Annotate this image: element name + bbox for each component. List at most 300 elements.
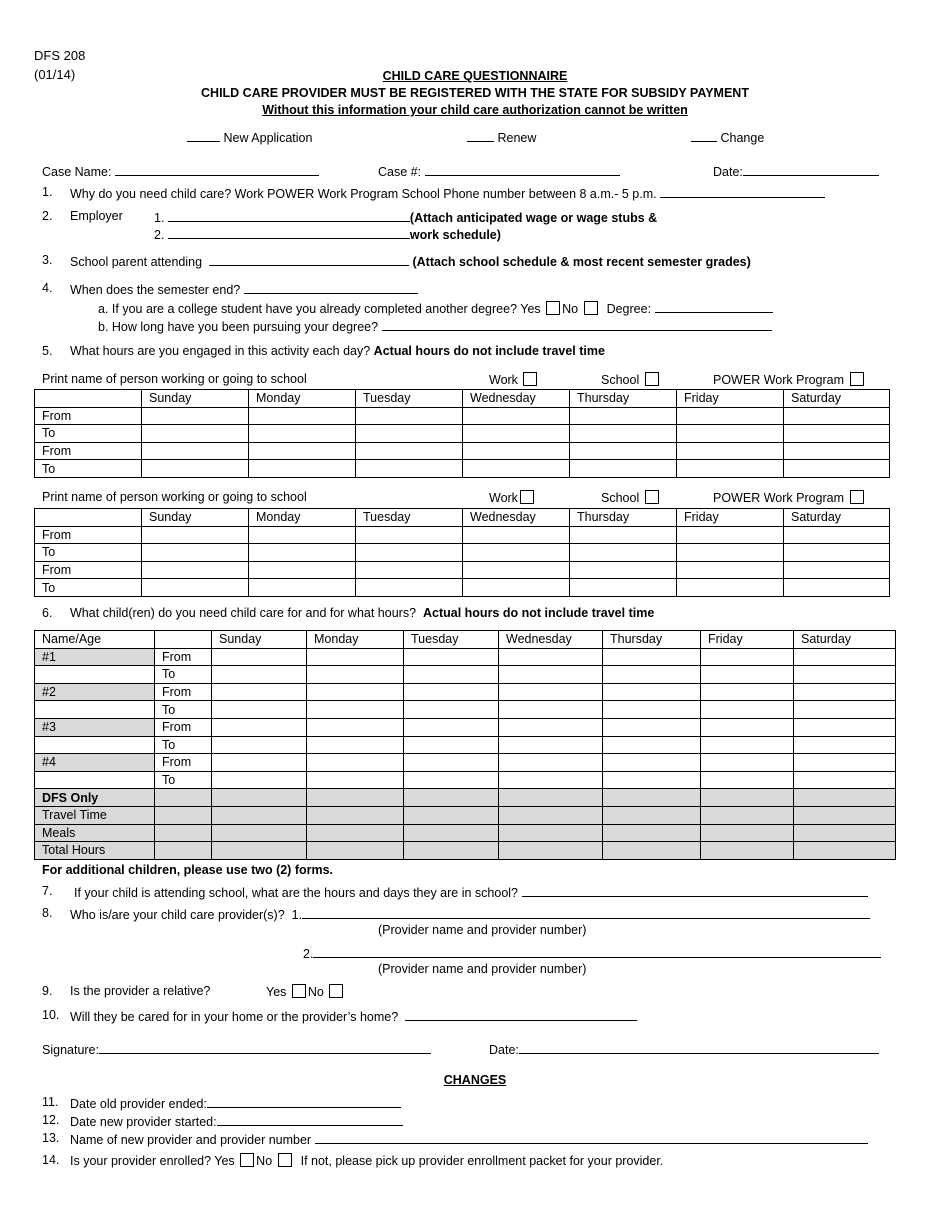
- dfs-cell: [499, 806, 603, 824]
- blank-header: [155, 631, 212, 649]
- name-age-header: Name/Age: [35, 631, 155, 649]
- enrolled-no-checkbox[interactable]: [278, 1153, 292, 1167]
- time-cell[interactable]: [499, 718, 603, 736]
- time-cell[interactable]: [794, 736, 896, 754]
- school-label-2: School: [601, 491, 640, 505]
- q4a-text: a. If you are a college student have you already completed another degree? Yes: [98, 302, 541, 316]
- relative-yes-label: Yes: [266, 985, 287, 999]
- time-cell[interactable]: [142, 442, 249, 460]
- time-cell[interactable]: [701, 771, 794, 789]
- q5-text: What hours are you engaged in this activity each day?: [70, 344, 371, 358]
- q3-label: School parent attending: [70, 255, 203, 269]
- time-cell[interactable]: [212, 648, 307, 666]
- dfs-cell: [603, 806, 701, 824]
- time-cell[interactable]: [784, 442, 890, 460]
- time-cell[interactable]: [307, 754, 404, 772]
- dfs-cell: [603, 789, 701, 807]
- time-cell[interactable]: [356, 526, 463, 544]
- dfs-cell: [701, 842, 794, 860]
- time-cell[interactable]: [356, 407, 463, 425]
- time-cell[interactable]: [701, 718, 794, 736]
- degree-no-label: No: [562, 302, 579, 316]
- semester-end-field[interactable]: [70, 281, 418, 297]
- time-cell[interactable]: [701, 701, 794, 719]
- child-id-cell[interactable]: #2: [35, 683, 155, 701]
- dfs-cell: [701, 824, 794, 842]
- day-header: Sunday: [142, 390, 249, 408]
- from-label: From: [155, 648, 212, 666]
- time-cell[interactable]: [142, 561, 249, 579]
- q11-text: Date old provider ended:: [70, 1097, 207, 1111]
- power-option-2[interactable]: [713, 490, 866, 505]
- work-label-2: Work: [489, 491, 518, 505]
- to-label: To: [155, 701, 212, 719]
- time-cell[interactable]: [499, 648, 603, 666]
- signature-date-field[interactable]: [489, 1041, 879, 1057]
- time-cell[interactable]: [603, 701, 701, 719]
- dfs-cell: [307, 824, 404, 842]
- time-cell[interactable]: [356, 425, 463, 443]
- time-cell[interactable]: [249, 579, 356, 597]
- time-cell[interactable]: [784, 526, 890, 544]
- employer-note-1: (Attach anticipated wage or wage stubs &: [409, 211, 658, 225]
- time-cell[interactable]: [499, 701, 603, 719]
- child-blank-cell[interactable]: [35, 701, 155, 719]
- school-checkbox-2[interactable]: [645, 490, 659, 504]
- time-cell[interactable]: [463, 425, 570, 443]
- child-from-row: [35, 648, 896, 666]
- time-cell[interactable]: [499, 771, 603, 789]
- time-cell[interactable]: [463, 442, 570, 460]
- time-cell[interactable]: [603, 771, 701, 789]
- time-cell[interactable]: [212, 701, 307, 719]
- school-hours-field[interactable]: [74, 884, 868, 900]
- row-label: To: [35, 579, 142, 597]
- time-cell[interactable]: [142, 425, 249, 443]
- time-cell[interactable]: [463, 544, 570, 562]
- meals-row: [35, 824, 896, 842]
- new-provider-name-field[interactable]: [70, 1131, 868, 1147]
- time-cell[interactable]: [794, 648, 896, 666]
- time-cell[interactable]: [603, 754, 701, 772]
- q4b-text: b. How long have you been pursuing your degree?: [98, 320, 379, 334]
- schedule-row: [35, 460, 890, 478]
- dfs-cell: [794, 842, 896, 860]
- time-cell[interactable]: [307, 666, 404, 684]
- child-to-row: [35, 701, 896, 719]
- time-cell[interactable]: [463, 526, 570, 544]
- dfs-cell: [155, 806, 212, 824]
- dfs-cell: [307, 806, 404, 824]
- child-blank-cell[interactable]: [35, 771, 155, 789]
- signature-field[interactable]: [42, 1041, 431, 1057]
- school-option-1[interactable]: [601, 372, 661, 387]
- time-cell[interactable]: [463, 561, 570, 579]
- child-id-cell[interactable]: #3: [35, 718, 155, 736]
- dfs-cell: [155, 842, 212, 860]
- time-cell[interactable]: [307, 736, 404, 754]
- day-header: Friday: [701, 631, 794, 649]
- child-from-row: [35, 683, 896, 701]
- time-cell[interactable]: [784, 544, 890, 562]
- time-cell[interactable]: [356, 561, 463, 579]
- relative-yes-checkbox[interactable]: [292, 984, 306, 998]
- case-name-field[interactable]: [42, 163, 319, 179]
- travel-time-row: [35, 806, 896, 824]
- time-cell[interactable]: [404, 666, 499, 684]
- time-cell[interactable]: [142, 407, 249, 425]
- total-hours-row: [35, 842, 896, 860]
- time-cell[interactable]: [212, 718, 307, 736]
- q13-text: Name of new provider and provider number: [70, 1133, 312, 1147]
- dfs-cell: [701, 806, 794, 824]
- power-checkbox-1[interactable]: [850, 372, 864, 386]
- time-cell[interactable]: [212, 771, 307, 789]
- time-cell[interactable]: [603, 718, 701, 736]
- from-label: From: [155, 754, 212, 772]
- time-cell[interactable]: [404, 701, 499, 719]
- time-cell[interactable]: [249, 561, 356, 579]
- time-cell[interactable]: [677, 544, 784, 562]
- employer-1-number: 1.: [154, 211, 165, 225]
- q10-text: Will they be cared for in your home or the provider’s home?: [70, 1010, 399, 1024]
- corner-cell: [35, 509, 142, 527]
- employer-2-field[interactable]: [154, 226, 501, 242]
- power-label-1: POWER Work Program: [713, 373, 845, 387]
- time-cell[interactable]: [463, 460, 570, 478]
- from-label: From: [155, 683, 212, 701]
- school-option-2[interactable]: [601, 490, 661, 505]
- degree-duration-field[interactable]: [98, 318, 772, 334]
- time-cell[interactable]: [794, 683, 896, 701]
- enrolled-yes-checkbox[interactable]: [240, 1153, 254, 1167]
- care-location-field[interactable]: [70, 1008, 637, 1024]
- time-cell[interactable]: [570, 561, 677, 579]
- schedule-header-row: [35, 390, 890, 408]
- time-cell[interactable]: [499, 736, 603, 754]
- employer-1-field[interactable]: [154, 209, 657, 225]
- q14-tail: If not, please pick up provider enrollment packet for your provider.: [300, 1154, 664, 1168]
- new-application-option[interactable]: [187, 129, 312, 145]
- q13-number: 13.: [42, 1131, 60, 1145]
- time-cell[interactable]: [794, 718, 896, 736]
- time-cell[interactable]: [570, 544, 677, 562]
- q14-text: Is your provider enrolled? Yes: [70, 1154, 235, 1168]
- time-cell[interactable]: [784, 460, 890, 478]
- row-label: To: [35, 544, 142, 562]
- old-provider-ended-field[interactable]: [70, 1095, 401, 1111]
- time-cell[interactable]: [249, 544, 356, 562]
- time-cell[interactable]: [784, 425, 890, 443]
- time-cell[interactable]: [603, 736, 701, 754]
- provider-2-field[interactable]: [303, 945, 881, 961]
- date-field[interactable]: [713, 163, 879, 179]
- time-cell[interactable]: [142, 579, 249, 597]
- q8-number: 8.: [42, 906, 53, 920]
- dfs-cell: [794, 789, 896, 807]
- day-header: Monday: [249, 509, 356, 527]
- time-cell[interactable]: [677, 425, 784, 443]
- dfs-cell: [701, 789, 794, 807]
- power-option-1[interactable]: [713, 372, 866, 387]
- q1-text: Why do you need child care? Work POWER Work Program School Phone number between 8 a.m.- 5 p.m.: [70, 187, 657, 201]
- time-cell[interactable]: [142, 526, 249, 544]
- dfs-cell: [307, 789, 404, 807]
- time-cell[interactable]: [463, 579, 570, 597]
- time-cell[interactable]: [212, 683, 307, 701]
- time-cell[interactable]: [677, 442, 784, 460]
- time-cell[interactable]: [701, 736, 794, 754]
- new-provider-started-field[interactable]: [70, 1113, 403, 1129]
- time-cell[interactable]: [784, 561, 890, 579]
- dfs-cell: [155, 824, 212, 842]
- time-cell[interactable]: [307, 648, 404, 666]
- q14-number: 14.: [42, 1153, 60, 1167]
- child-to-row: [35, 736, 896, 754]
- child-blank-cell[interactable]: [35, 666, 155, 684]
- day-header: Monday: [307, 631, 404, 649]
- time-cell[interactable]: [570, 407, 677, 425]
- dfs-cell: [212, 824, 307, 842]
- work-label-1: Work: [489, 373, 518, 387]
- power-checkbox-2[interactable]: [850, 490, 864, 504]
- work-option-1[interactable]: [489, 372, 539, 387]
- form-revision-date: (01/14): [34, 67, 76, 82]
- relative-no-checkbox[interactable]: [329, 984, 343, 998]
- time-cell[interactable]: [570, 460, 677, 478]
- dfs-cell: [404, 824, 499, 842]
- time-cell[interactable]: [249, 425, 356, 443]
- case-number-field[interactable]: [378, 163, 620, 179]
- school-label-1: School: [601, 373, 640, 387]
- q3-number: 3.: [42, 253, 53, 267]
- to-label: To: [155, 666, 212, 684]
- person-name-label-1: Print name of person working or going to school: [42, 372, 307, 386]
- q7-number: 7.: [42, 884, 53, 898]
- child-from-row: [35, 718, 896, 736]
- time-cell[interactable]: [677, 460, 784, 478]
- child-id-cell[interactable]: #1: [35, 648, 155, 666]
- time-cell[interactable]: [404, 736, 499, 754]
- time-cell[interactable]: [570, 579, 677, 597]
- dfs-only-label: DFS Only: [35, 789, 155, 807]
- time-cell[interactable]: [603, 683, 701, 701]
- time-cell[interactable]: [570, 425, 677, 443]
- time-cell[interactable]: [142, 544, 249, 562]
- dfs-cell: [603, 824, 701, 842]
- schedule-row: [35, 425, 890, 443]
- q4-label: When does the semester end?: [70, 283, 241, 297]
- schedule-row: [35, 561, 890, 579]
- signature-date-label: Date:: [489, 1043, 519, 1057]
- time-cell[interactable]: [249, 526, 356, 544]
- relative-options: [266, 984, 345, 999]
- time-cell[interactable]: [499, 754, 603, 772]
- person-name-label-2: Print name of person working or going to school: [42, 490, 307, 504]
- time-cell[interactable]: [463, 407, 570, 425]
- case-name-label: Case Name:: [42, 165, 112, 179]
- time-cell[interactable]: [677, 407, 784, 425]
- time-cell[interactable]: [677, 561, 784, 579]
- dfs-cell: [212, 789, 307, 807]
- school-checkbox-1[interactable]: [645, 372, 659, 386]
- dfs-cell: [212, 806, 307, 824]
- time-cell[interactable]: [784, 407, 890, 425]
- time-cell[interactable]: [499, 666, 603, 684]
- schedule-row: [35, 579, 890, 597]
- degree-label: Degree:: [606, 302, 652, 316]
- time-cell[interactable]: [307, 683, 404, 701]
- time-cell[interactable]: [249, 460, 356, 478]
- school-attending-field[interactable]: [70, 253, 751, 269]
- time-cell[interactable]: [404, 648, 499, 666]
- dfs-only-row: [35, 789, 896, 807]
- time-cell[interactable]: [794, 771, 896, 789]
- dfs-cell: [794, 824, 896, 842]
- provider-caption-2: (Provider name and provider number): [378, 962, 587, 976]
- change-option[interactable]: [691, 129, 764, 145]
- renew-option[interactable]: [467, 129, 536, 145]
- day-header: Wednesday: [463, 390, 570, 408]
- time-cell[interactable]: [356, 579, 463, 597]
- time-cell[interactable]: [307, 771, 404, 789]
- day-header: Sunday: [212, 631, 307, 649]
- time-cell[interactable]: [356, 544, 463, 562]
- time-cell[interactable]: [570, 442, 677, 460]
- total-hours-label: Total Hours: [35, 842, 155, 860]
- renew-label: Renew: [497, 131, 537, 145]
- schedule-table-1: [34, 389, 890, 478]
- day-header: Sunday: [142, 509, 249, 527]
- dfs-cell: [155, 789, 212, 807]
- child-care-table: [34, 630, 896, 860]
- time-cell[interactable]: [794, 666, 896, 684]
- to-label: To: [155, 771, 212, 789]
- time-cell[interactable]: [404, 771, 499, 789]
- child-id-cell[interactable]: #4: [35, 754, 155, 772]
- row-label: From: [35, 407, 142, 425]
- day-header: Saturday: [784, 390, 890, 408]
- time-cell[interactable]: [701, 666, 794, 684]
- day-header: Friday: [677, 390, 784, 408]
- q5-note: Actual hours do not include travel time: [373, 344, 605, 358]
- q6-number: 6.: [42, 606, 53, 620]
- schedule-row: [35, 526, 890, 544]
- schedule-header-row: [35, 509, 890, 527]
- time-cell[interactable]: [307, 701, 404, 719]
- time-cell[interactable]: [404, 754, 499, 772]
- time-cell[interactable]: [212, 666, 307, 684]
- row-label: From: [35, 561, 142, 579]
- work-option-2[interactable]: [489, 490, 536, 505]
- time-cell[interactable]: [603, 648, 701, 666]
- dfs-cell: [794, 806, 896, 824]
- q12-text: Date new provider started:: [70, 1115, 217, 1129]
- changes-heading: CHANGES: [443, 1073, 507, 1087]
- time-cell[interactable]: [356, 442, 463, 460]
- child-blank-cell[interactable]: [35, 736, 155, 754]
- provider-2-number: 2.: [303, 947, 314, 961]
- day-header: Friday: [677, 509, 784, 527]
- q14-row: [70, 1153, 663, 1168]
- time-cell[interactable]: [570, 526, 677, 544]
- time-cell[interactable]: [701, 683, 794, 701]
- time-cell[interactable]: [784, 579, 890, 597]
- time-cell[interactable]: [404, 683, 499, 701]
- day-header: Monday: [249, 390, 356, 408]
- time-cell[interactable]: [603, 666, 701, 684]
- time-cell[interactable]: [677, 526, 784, 544]
- degree-field[interactable]: [655, 300, 773, 313]
- time-cell[interactable]: [212, 736, 307, 754]
- q11-number: 11.: [42, 1095, 59, 1109]
- form-title: CHILD CARE QUESTIONNAIRE: [382, 69, 568, 83]
- child-to-row: [35, 666, 896, 684]
- row-label: To: [35, 425, 142, 443]
- row-label: To: [35, 460, 142, 478]
- q1-row[interactable]: [70, 185, 825, 201]
- signature-label: Signature:: [42, 1043, 99, 1057]
- schedule-row: [35, 442, 890, 460]
- time-cell[interactable]: [212, 754, 307, 772]
- dfs-cell: [499, 789, 603, 807]
- form-subtitle: CHILD CARE PROVIDER MUST BE REGISTERED WITH THE STATE FOR SUBSIDY PAYMENT: [201, 86, 749, 100]
- power-label-2: POWER Work Program: [713, 491, 845, 505]
- dfs-cell: [404, 842, 499, 860]
- provider-1-field[interactable]: [70, 906, 870, 922]
- degree-no-checkbox[interactable]: [584, 301, 598, 315]
- q3-note: (Attach school schedule & most recent semester grades): [412, 255, 751, 269]
- q7-text: If your child is attending school, what are the hours and days they are in school?: [74, 886, 519, 900]
- time-cell[interactable]: [307, 718, 404, 736]
- dfs-cell: [307, 842, 404, 860]
- meals-label: Meals: [35, 824, 155, 842]
- work-checkbox-1[interactable]: [523, 372, 537, 386]
- schedule-row: [35, 407, 890, 425]
- q2-label: Employer: [70, 209, 123, 223]
- dfs-cell: [499, 824, 603, 842]
- time-cell[interactable]: [794, 701, 896, 719]
- row-label: From: [35, 442, 142, 460]
- q12-number: 12.: [42, 1113, 60, 1127]
- schedule-row: [35, 544, 890, 562]
- time-cell[interactable]: [499, 683, 603, 701]
- dfs-cell: [603, 842, 701, 860]
- q8-text: Who is/are your child care provider(s)?: [70, 908, 285, 922]
- time-cell[interactable]: [701, 754, 794, 772]
- time-cell[interactable]: [404, 718, 499, 736]
- schedule-table-2: [34, 508, 890, 597]
- form-id: DFS 208: [34, 48, 86, 63]
- time-cell[interactable]: [677, 579, 784, 597]
- degree-yes-checkbox[interactable]: [546, 301, 560, 315]
- enrolled-no-label: No: [256, 1154, 273, 1168]
- dfs-cell: [212, 842, 307, 860]
- time-cell[interactable]: [701, 648, 794, 666]
- time-cell[interactable]: [356, 460, 463, 478]
- time-cell[interactable]: [249, 407, 356, 425]
- day-header: Saturday: [784, 509, 890, 527]
- time-cell[interactable]: [249, 442, 356, 460]
- work-checkbox-2[interactable]: [520, 490, 534, 504]
- employer-2-number: 2.: [154, 228, 165, 242]
- provider-1-number: 1.: [291, 908, 303, 922]
- dfs-cell: [404, 806, 499, 824]
- day-header: Wednesday: [499, 631, 603, 649]
- case-number-label: Case #:: [378, 165, 422, 179]
- time-cell[interactable]: [794, 754, 896, 772]
- time-cell[interactable]: [142, 460, 249, 478]
